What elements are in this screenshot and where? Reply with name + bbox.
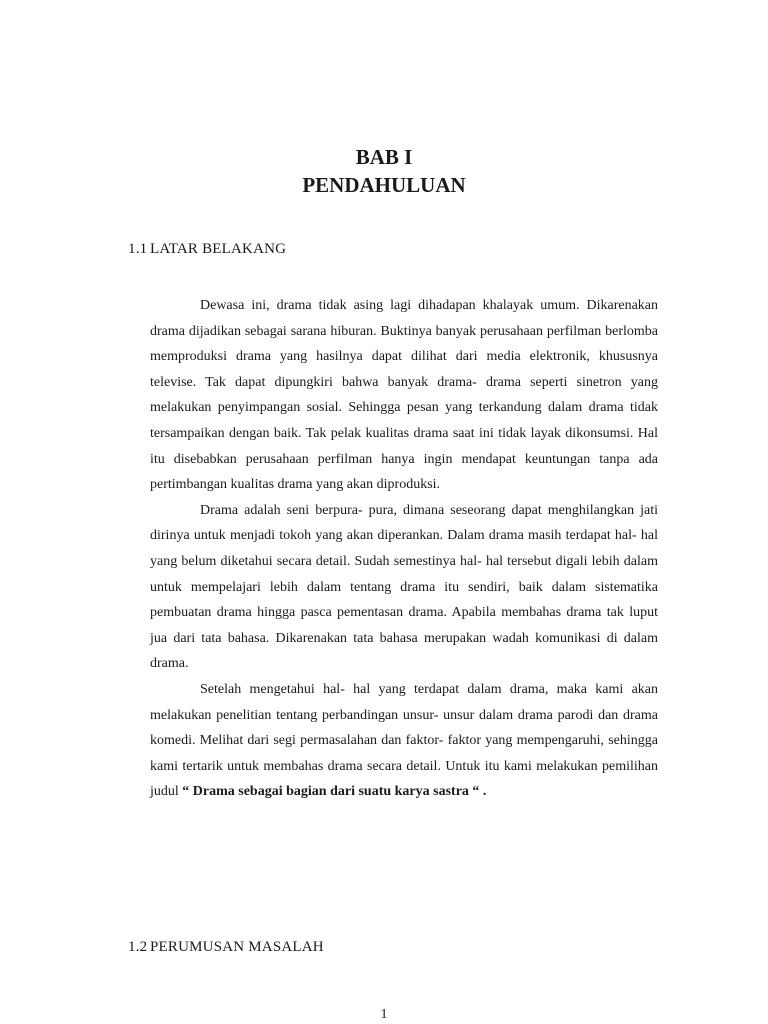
chapter-title: PENDAHULUAN [302,173,466,197]
chapter-label: BAB I [355,145,413,169]
chapter-heading [0,143,768,199]
paragraph-2: Drama adalah seni berpura- pura, dimana seseorang dapat menghilangkan jati dirinya untuk menjadi tokoh yang akan diperankan. Dalam drama masih terdapat hal- hal yang belum diketahui secara detail. Sudah semestinya hal- hal tersebut digali lebih dalam untuk mempelajari lebih dalam tentang drama itu sendiri, baik dalam sistematika pembuatan drama hingga pasca pementasan drama. Apabila membahas drama tak luput jua dari tata bahasa. Dikarenakan tata bahasa merupakan wadah komunikasi di dalam drama. [150,502,658,672]
section-title: PERUMUSAN MASALAH [150,939,324,955]
paragraph-3 [150,677,658,805]
body-text [150,293,658,805]
section-title: LATAR BELAKANG [150,241,287,257]
section-number: 1.1 [128,241,148,257]
page-number: 1 [380,1007,388,1022]
section-heading-latar-belakang [128,241,286,258]
paragraph-3-text: Setelah mengetahui hal- hal yang terdapat dalam drama, maka kami akan melakukan penelitian tentang perbandingan unsur- unsur dalam drama parodi dan drama komedi. Melihat dari segi permasalahan dan faktor- faktor yang mempengaruhi, sehingga kami tertarik untuk membahas drama secara detail. Untuk itu kami melakukan pemilihan judul [150,681,658,800]
section-heading-perumusan-masalah [128,939,324,956]
section-number: 1.2 [128,939,148,955]
paragraph-3-title-quote: “ Drama sebagai bagian dari suatu karya sastra “ . [182,784,487,800]
paragraph-1: Dewasa ini, drama tidak asing lagi dihadapan khalayak umum. Dikarenakan drama dijadikan sebagai sarana hiburan. Buktinya banyak perusahaan perfilman berlomba memproduksi drama yang hasilnya dapat dilihat dari media elektronik, khususnya televise. Tak dapat dipungkiri bahwa banyak drama- drama seperti sinetron yang melakukan penyimpangan sosial. Sehingga pesan yang terkandung dalam drama tidak tersampaikan dengan baik. Tak pelak kualitas drama saat ini tidak layak dikonsumsi. Hal itu disebabkan perusahaan perfilman hanya ingin mendapat keuntungan tanpa ada pertimbangan kualitas drama yang akan diproduksi. [150,298,658,493]
